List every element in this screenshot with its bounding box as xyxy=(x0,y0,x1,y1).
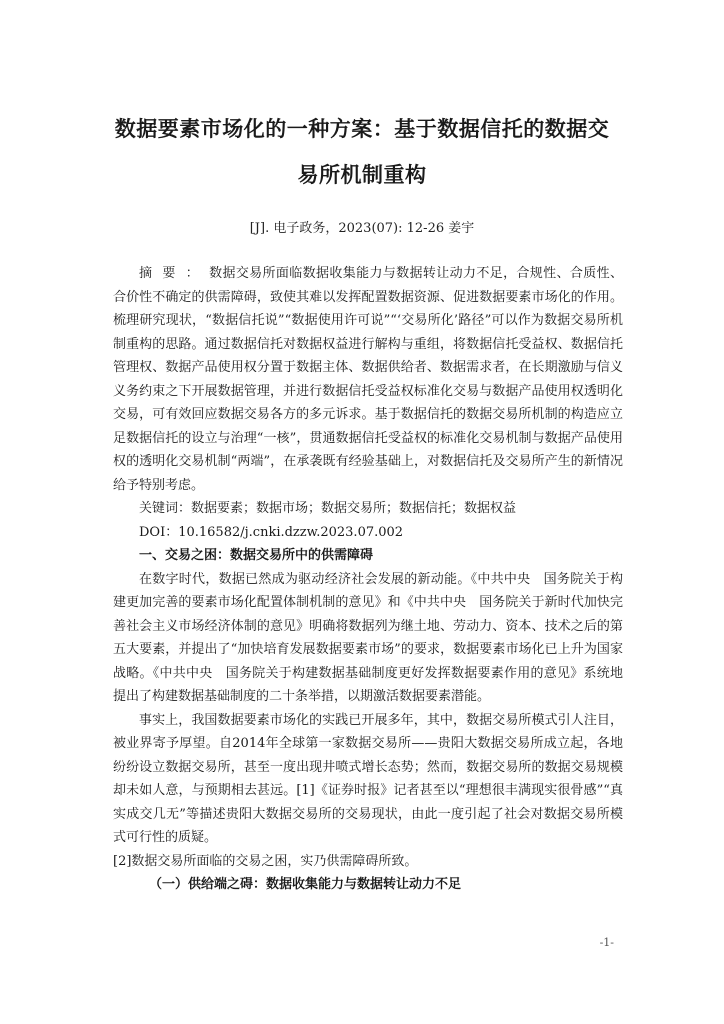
citation: [J]. 电子政务，2023(07): 12-26 姜宇 xyxy=(249,221,475,236)
page-number: -1- xyxy=(599,936,614,949)
abstract-text: 数据交易所面临数据收集能力与数据转让动力不足，合规性、合质性、合价性不确定的供需障碍，致使其难以发挥配置数据资源、促进数据要素市场化的作用。梳理研究现状，“数据信托说”“数据使用许可说”“‘交易所化’路径”可以作为数据交易所机制重构的思路。通过数据信托对数据权益进行解构与重组，将数据信托受益权、数据信托管理权、数据产品使用权分置于数据主体、数据供给者、数据需求者，在长期激励与信义义务约束之下开展数据管理，并进行数据信托受益权标准化交易与数据产品使用权透明化交易，可有效回应数据交易各方的多元诉求。基于数据信托的数据交易所机制的构造应立足数据信托的设立与治理“一核”，贯通数据信托受益权的标准化交易机制与数据产品使用权的透明化交易机制“两端”，在承袭既有经验基础上，对数据信托及交易所产生的新情况给予特别考虑。 xyxy=(113,266,623,493)
section-heading-1: 一、交易之困：数据交易所中的供需障碍 xyxy=(139,548,374,563)
doi: DOI：10.16582/j.cnki.dzzw.2023.07.002 xyxy=(139,524,404,540)
abstract-label: 摘要： xyxy=(139,266,210,281)
keywords: 关键词：数据要素；数据市场；数据交易所；数据信托；数据权益 xyxy=(139,501,517,516)
paragraph-2: 事实上，我国数据要素市场化的实践已开展多年，其中，数据交易所模式引人注目，被业界寄予厚望。自2014年全球第一家数据交易所——贵阳大数据交易所成立起，各地纷纷设立数据交易所，甚至一度出现井喷式增长态势；然而，数据交易所的数据交易规模却未如人意，与预期相去甚远。[1]《证券时报》记者甚至以“理想很丰满现实很骨感”“真实成交几无”等描述贵阳大数据交易所的交易现状，由此一度引起了社会对数据交易所模式可行性的质疑。 xyxy=(113,712,623,845)
title-line-2: 易所机制重构 xyxy=(297,163,427,187)
subsection-heading-1: （一）供给端之碍：数据收集能力与数据转让动力不足 xyxy=(149,877,462,892)
abstract-paragraph xyxy=(113,262,623,497)
title-line-1: 数据要素市场化的一种方案：基于数据信托的数据交 xyxy=(114,117,610,141)
paragraph-1: 在数字时代，数据已然成为驱动经济社会发展的新动能。《中共中央 国务院关于构建更加完善的要素市场化配置体制机制的意见》和《中共中央 国务院关于新时代加快完善社会主义市场经济体制的意见》明确将数据列为继土地、劳动力、资本、技术之后的第五大要素，并提出了“加快培育发展数据要素市场”的要求，数据要素市场化已上升为国家战略。《中共中央 国务院关于构建数据基础制度更好发挥数据要素作用的意见》系统地提出了构建数据基础制度的二十条举措，以期激活数据要素潜能。 xyxy=(113,571,623,704)
body-text xyxy=(113,262,623,897)
paragraph-3: [2]数据交易所面临的交易之困，实乃供需障碍所致。 xyxy=(113,853,418,869)
